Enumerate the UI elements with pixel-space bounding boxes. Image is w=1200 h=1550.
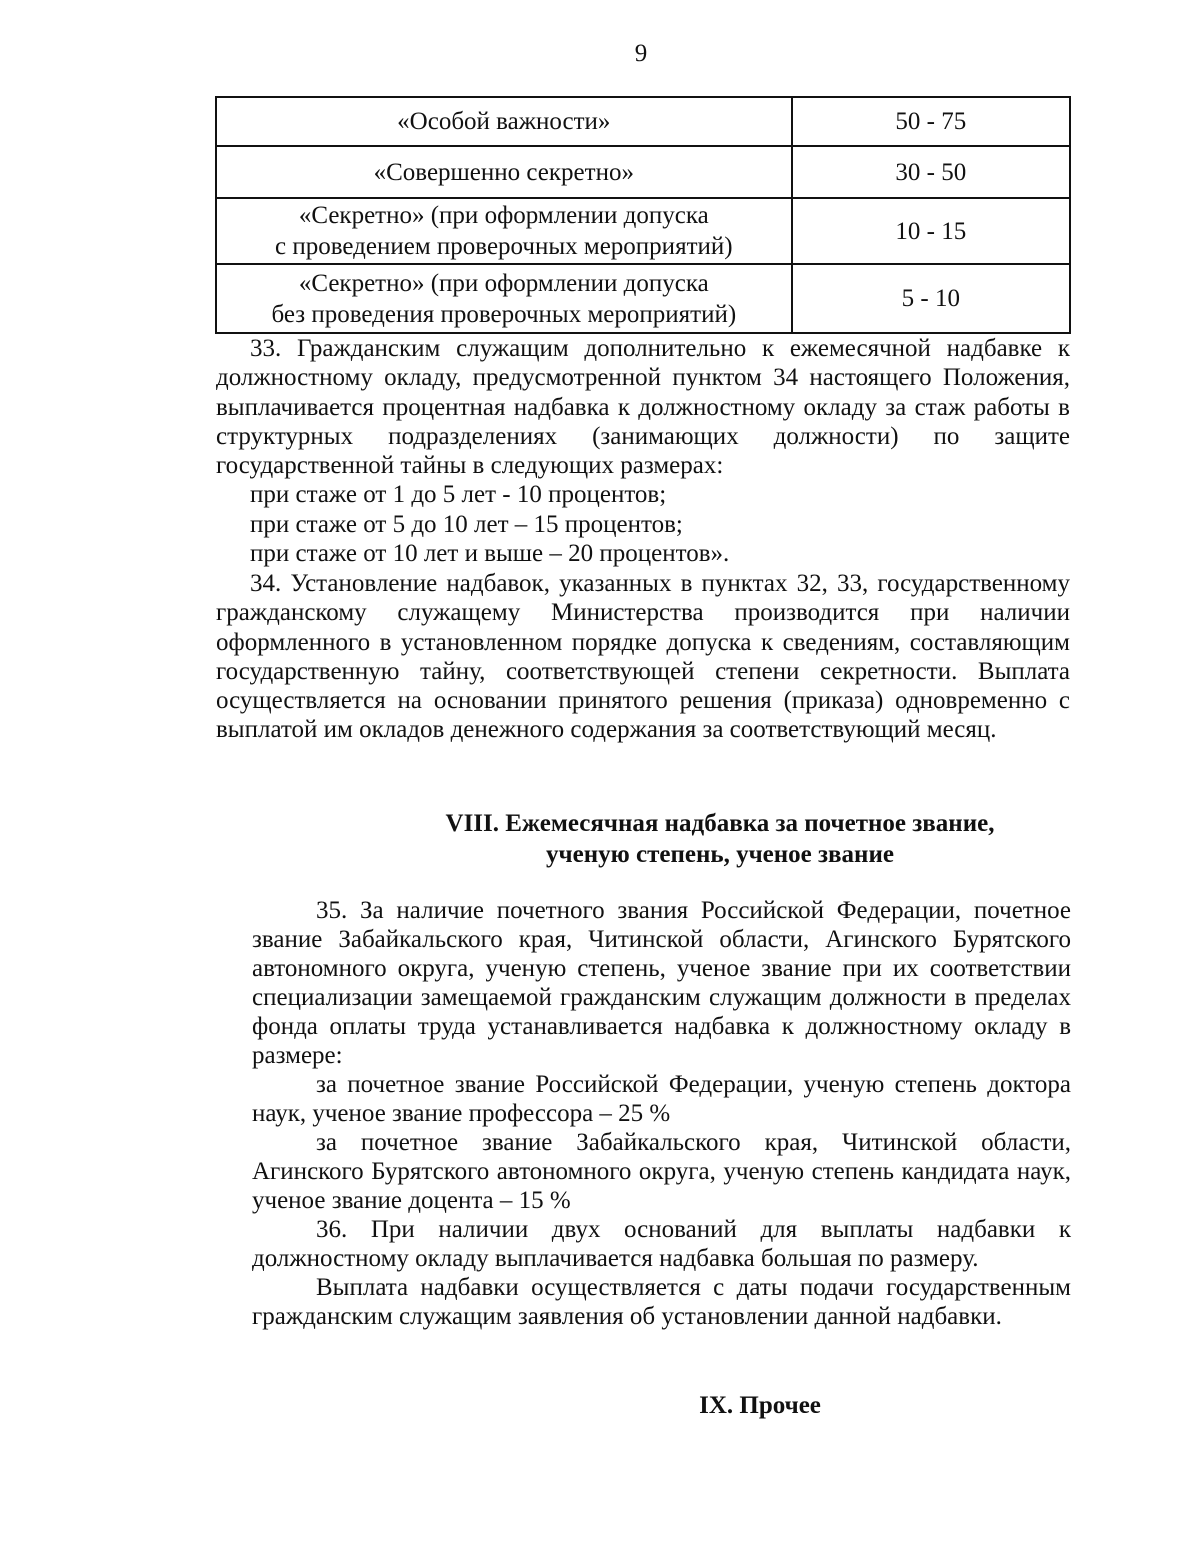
- heading-line: VIII. Ежемесячная надбавка за почетное звание,: [445, 810, 995, 837]
- page-number: 9: [634, 40, 648, 67]
- table-cell-level: [216, 146, 792, 198]
- table-row: [216, 146, 1070, 198]
- section-33: [216, 334, 1070, 568]
- paragraph: за почетное звание Забайкальского края, Читинской области, Агинского Бурятского автономного округа, ученую степень кандидата наук, ученое звание доцента – 15 %: [252, 1129, 1071, 1214]
- level-line: «Совершенно секретно»: [373, 158, 634, 186]
- table-cell-percent: 30 - 50: [792, 146, 1070, 198]
- table-row: [216, 198, 1070, 264]
- level-line: с проведением проверочных мероприятий): [275, 233, 733, 260]
- section-heading-viii: [440, 808, 1000, 870]
- paragraph: 34. Установление надбавок, указанных в пунктах 32, 33, государственному гражданскому служащему Министерства производится при наличии оформленного в установленном порядке допуска к сведениям, составляющим государственную тайну, соответствующей степени секретности. Выплата осуществляется на основании принятого решения (приказа) одновременно с выплатой им окладов денежного содержания за соответствующий месяц.: [216, 570, 1070, 744]
- table-cell-percent: 5 - 10: [792, 264, 1070, 333]
- heading-line: ученую степень, ученое звание: [546, 841, 894, 868]
- table-row: [216, 97, 1070, 146]
- table-cell-level: [216, 264, 792, 333]
- level-line: «Секретно» (при оформлении допуска: [298, 269, 709, 297]
- table-cell-percent: 50 - 75: [792, 97, 1070, 146]
- list-item: при стаже от 1 до 5 лет - 10 процентов;: [250, 481, 667, 509]
- level-line: без проведения проверочных мероприятий): [271, 300, 737, 328]
- clearance-percent-table: [215, 96, 1071, 334]
- paragraph: 33. Гражданским служащим дополнительно к ежемесячной надбавке к должностному окладу, предусмотренной пунктом 34 настоящего Положения, выплачивается процентная надбавка к должностному окладу за стаж работы в структурных подразделениях (занимающих должности) по защите государственной тайны в следующих размерах:: [216, 335, 1070, 480]
- paragraph: за почетное звание Российской Федерации, ученую степень доктора наук, ученое звание профессора – 25 %: [252, 1071, 1071, 1127]
- section-heading-ix: IX. Прочее: [699, 1392, 821, 1419]
- level-line: «Секретно» (при оформлении допуска: [298, 202, 709, 229]
- section-34: [216, 569, 1070, 745]
- table-cell-level: [216, 97, 792, 146]
- paragraph: 36. При наличии двух оснований для выплаты надбавки к должностному окладу выплачивается надбавка большая по размеру.: [252, 1216, 1071, 1272]
- table-cell-percent: 10 - 15: [792, 198, 1070, 264]
- section-35-36: [252, 896, 1071, 1331]
- table-row: [216, 264, 1070, 333]
- paragraph: 35. За наличие почетного звания Российской Федерации, почетное звание Забайкальского края, Читинской области, Агинского Бурятского автономного округа, ученую степень, ученое звание при их соответствии специализации замещаемой гражданским служащим должности в пределах фонда оплаты труда устанавливается надбавка к должностному окладу в размере:: [252, 897, 1071, 1069]
- list-item: при стаже от 10 лет и выше – 20 процентов».: [250, 540, 730, 568]
- paragraph: Выплата надбавки осуществляется с даты подачи государственным гражданским служащим заявления об установлении данной надбавки.: [252, 1274, 1071, 1330]
- level-line: «Особой важности»: [397, 108, 611, 135]
- list-item: при стаже от 5 до 10 лет – 15 процентов;: [250, 510, 683, 538]
- table-cell-level: [216, 198, 792, 264]
